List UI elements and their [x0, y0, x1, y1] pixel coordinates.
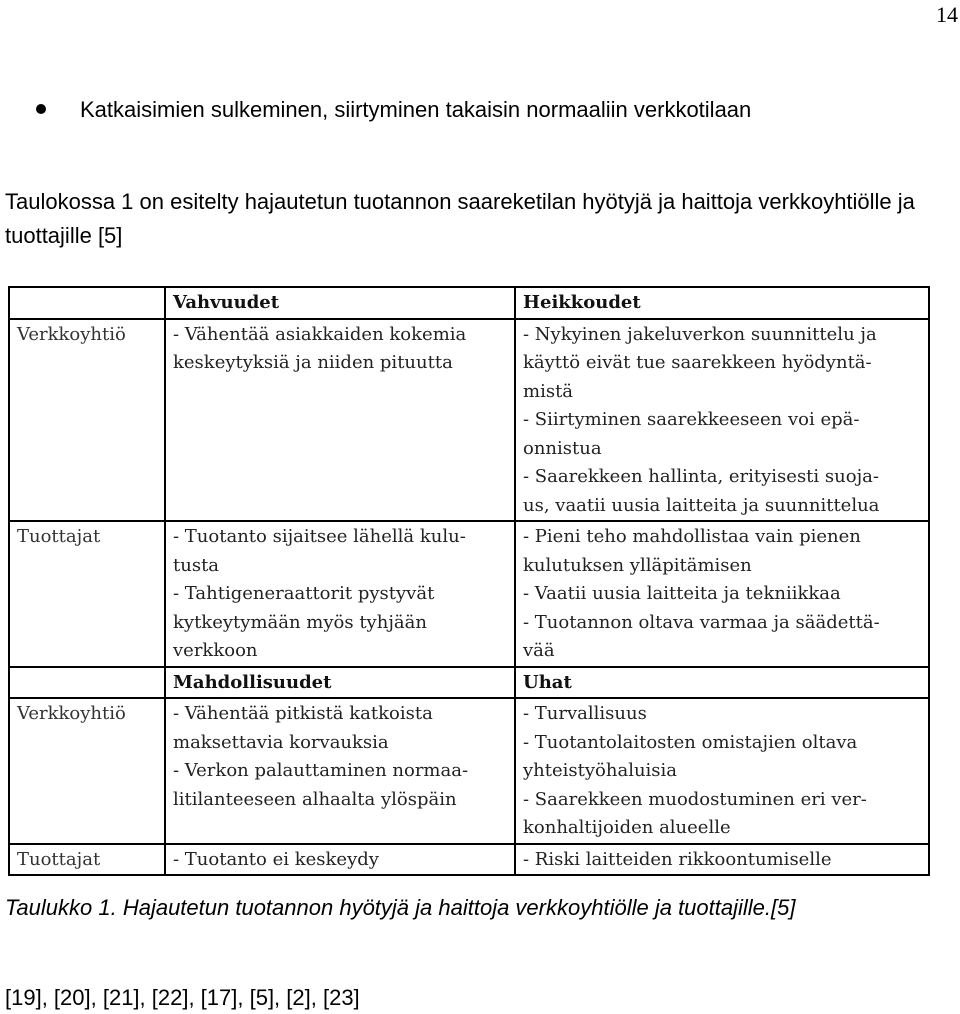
cell-line: - Saarekkeen hallinta, erityisesti suoja-: [523, 466, 879, 487]
cell-line: us, vaatii uusia laitteita ja suunnittelua: [523, 494, 880, 516]
row-label: Verkkoyhtiö: [9, 319, 165, 522]
cell-line: - Tahtigeneraattorit pystyvät: [173, 583, 435, 604]
corner-cell: [9, 667, 165, 699]
header-threats: Uhat: [515, 667, 929, 699]
cell-line: kulutuksen ylläpitämisen: [523, 554, 752, 576]
cell-line: - Nykyinen jakeluverkon suunnittelu ja: [523, 323, 877, 345]
cell-right: [515, 844, 929, 876]
table-header-row: [9, 667, 929, 699]
cell-line: kytkeytymään myös tyhjään: [173, 611, 427, 633]
cell-right: [515, 521, 929, 667]
bullet-item: [36, 96, 751, 124]
table-header-row: [9, 287, 929, 319]
table-row: [9, 521, 929, 667]
cell-line: vää: [523, 640, 555, 661]
cell-line: - Verkon palauttaminen normaa-: [173, 760, 469, 781]
bullet-dot-icon: [36, 104, 46, 114]
cell-line: - Vähentää asiakkaiden kokemia: [173, 323, 467, 345]
cell-line: - Siirtyminen saarekkeeseen voi epä-: [523, 409, 860, 430]
corner-cell: [9, 287, 165, 319]
table-image: [8, 286, 930, 876]
row-label: Verkkoyhtiö: [9, 698, 165, 844]
cell-line: - Turvallisuus: [523, 703, 647, 724]
cell-line: - Saarekkeen muodostuminen eri ver-: [523, 788, 867, 810]
cell-line: yhteistyöhaluisia: [523, 760, 678, 781]
cell-line: mistä: [523, 380, 574, 402]
cell-line: verkkoon: [173, 640, 258, 661]
cell-line: keskeytyksiä ja niiden pituutta: [173, 352, 453, 373]
cell-right: [515, 698, 929, 844]
cell-line: litilanteeseen alhaalta ylöspäin: [173, 788, 457, 810]
header-weaknesses: Heikkoudet: [515, 287, 929, 319]
cell-line: - Riski laitteiden rikkoontumiselle: [523, 848, 832, 870]
bullet-text: Katkaisimien sulkeminen, siirtyminen takaisin normaaliin verkkotilaan: [80, 97, 752, 122]
cell-line: maksettavia korvauksia: [173, 731, 389, 753]
cell-line: tusta: [173, 554, 220, 576]
page-number: 14: [936, 2, 958, 27]
header-strengths: Vahvuudet: [165, 287, 515, 319]
table-caption: Taulukko 1. Hajautetun tuotannon hyötyjä ja haittoja verkkoyhtiölle ja tuottajille.[5]: [5, 895, 796, 920]
table-row: [9, 698, 929, 844]
table-row: [9, 319, 929, 522]
cell-left: [165, 698, 515, 844]
cell-line: onnistua: [523, 437, 602, 459]
cell-line: - Vaatii uusia laitteita ja tekniikkaa: [523, 583, 841, 604]
row-label: Tuottajat: [9, 844, 165, 876]
cell-line: konhaltijoiden alueelle: [523, 817, 731, 838]
cell-line: - Tuotanto sijaitsee lähellä kulu-: [173, 526, 466, 547]
cell-right: [515, 319, 929, 522]
cell-left: [165, 844, 515, 876]
cell-line: - Pieni teho mahdollistaa vain pienen: [523, 526, 861, 547]
cell-line: - Tuotannon oltava varmaa ja säädettä-: [523, 611, 880, 633]
cell-line: käyttö eivät tue saarekkeen hyödyntä-: [523, 352, 872, 373]
header-opportunities: Mahdollisuudet: [165, 667, 515, 699]
cell-line: - Tuotantolaitosten omistajien oltava: [523, 731, 858, 753]
table-row: [9, 844, 929, 876]
cell-left: [165, 521, 515, 667]
cell-left: [165, 319, 515, 522]
row-label: Tuottajat: [9, 521, 165, 667]
cell-line: - Vähentää pitkistä katkoista: [173, 703, 433, 724]
reference-list: [19], [20], [21], [22], [17], [5], [2], [23]: [5, 985, 360, 1010]
cell-line: - Tuotanto ei keskeydy: [173, 848, 379, 870]
intro-paragraph: Taulokossa 1 on esitelty hajautetun tuotannon saareketilan hyötyjä ja haittoja verkkoyhtiölle ja tuottajille [5]: [5, 189, 915, 248]
strengths-weaknesses-table: [8, 286, 930, 876]
